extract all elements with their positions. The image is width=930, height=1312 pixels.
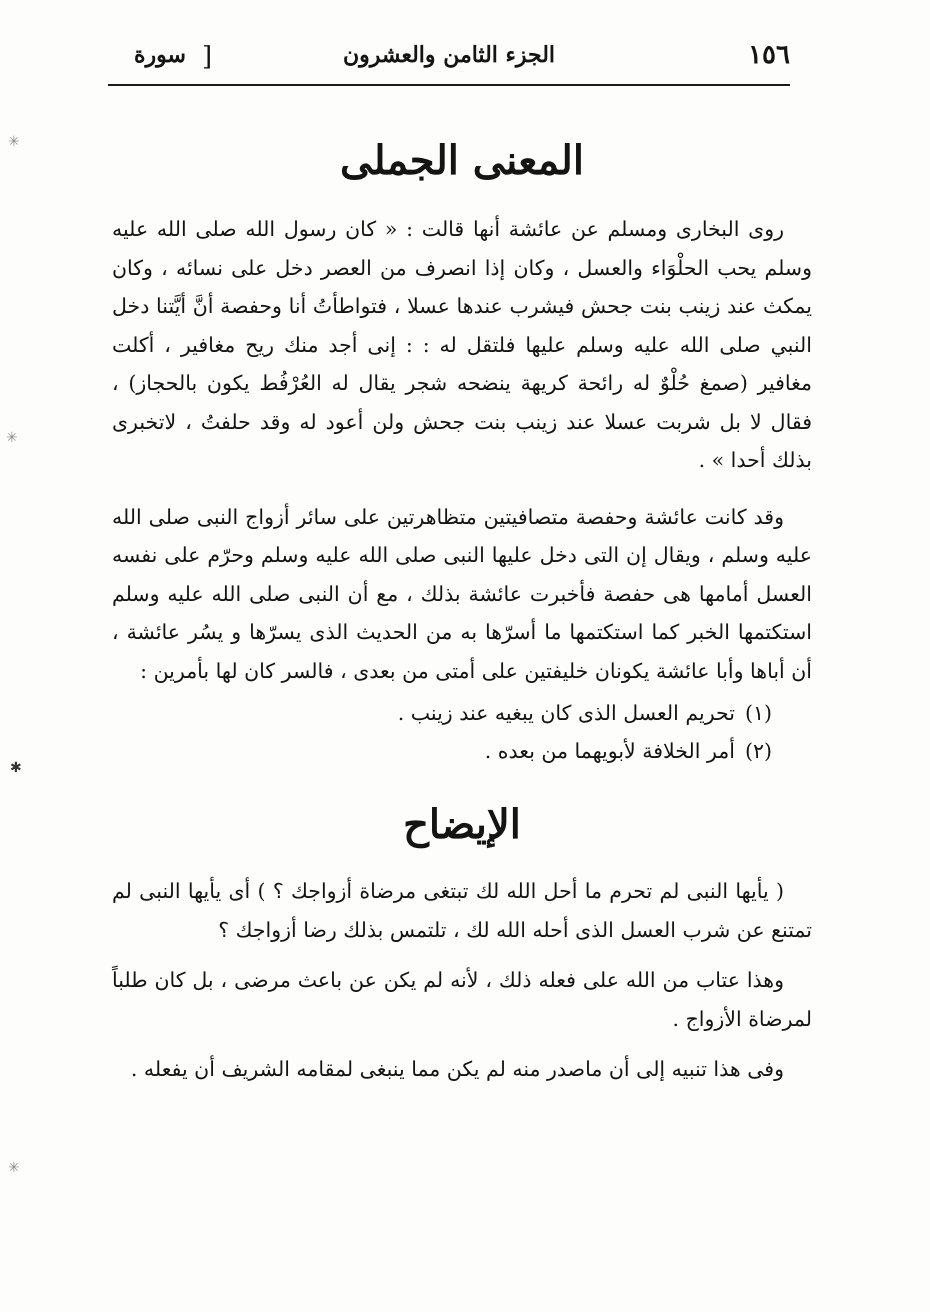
paragraph-hadith: روى البخارى ومسلم عن عائشة أنها قالت : « كان رسول الله صلى الله عليه وسلم يحب الحلْوَاء والعسل ، وكان إذا انصرف من العصر دخل على نسائه ، وكان يمكث عند زينب بنت جحش فيشرب عندها عسلا ، فتواطأتُ أنا وحفصة أنَّ أيَّتنا دخل النبي صلى الله عليه وسلم عليها فلتقل له : : إنى أجد منك ريح مغافير ، أكلت مغافير (صمغ حُلْوٌ له رائحة كريهة ينضحه شجر يقال له العُرْفُط يكون بالحجاز) ، فقال لا بل شربت عسلا عند زينب بنت جحش ولن أعود له وقد حلفتُ ، لاتخبرى بذلك أحدا » .: [112, 217, 812, 472]
paragraph-verse: ( يأيها النبى لم تحرم ما أحل الله لك تبتغى مرضاة أزواجك ؟ ) أى يأيها النبى لم تمتنع عن شرب العسل الذى أحله الله لك ، تلتمس بذلك رضا أزواجك ؟: [112, 879, 812, 942]
paragraph-context: وقد كانت عائشة وحفصة متصافيتين متظاهرتين على سائر أزواج النبى صلى الله عليه وسلم ، ويقال إن التى دخل عليها النبى صلى الله عليه وسلم وحرّم على نفسه العسل أمامها هى حفصة فأخبرت عائشة بذلك ، مع أن النبى صلى الله عليه وسلم استكتمها الخبر كما استكتمها ما أسرّها به من الحديث الذى يسرّها و يسُر عائشة ، أن أباها وأبا عائشة يكونان خليفتين على أمتى من بعدى ، فالسر كان لها بأمرين :: [112, 504, 812, 683]
paragraph-note: وفى هذا تنبيه إلى أن ماصدر منه لم يكن مما ينبغى لمقامه الشريف أن يفعله .: [130, 1057, 784, 1081]
margin-scan-mark: ✳: [8, 134, 20, 150]
running-header: [108, 38, 790, 80]
list-item: [112, 694, 772, 732]
list-item-number: (١): [744, 701, 772, 725]
section-heading-explanation: الإيضاح: [403, 801, 521, 848]
header-rule: [108, 84, 790, 86]
list-item-text: أمر الخلافة لأبويهما من بعده .: [484, 739, 735, 763]
section-heading-summary: المعنى الجملى: [340, 137, 584, 184]
page-content: [112, 130, 812, 1089]
list-item-number: (٢): [744, 739, 772, 763]
paragraph-reproach: وهذا عتاب من الله على فعله ذلك ، لأنه لم يكن عن باعث مرضى ، بل كان طلباً لمرضاة الأزواج .: [112, 968, 812, 1031]
part-title: الجزء الثامن والعشرون: [342, 42, 556, 68]
secret-list: [112, 694, 812, 770]
margin-scan-mark: ✱: [10, 760, 22, 776]
list-item-text: تحريم العسل الذى كان يبغيه عند زينب .: [397, 701, 735, 725]
margin-scan-mark: ✳: [8, 1160, 20, 1176]
margin-scan-mark: ✳: [6, 430, 18, 446]
page-number: ١٥٦: [748, 40, 790, 70]
surah-label: سورة: [134, 42, 186, 68]
surah-bracket: [: [202, 42, 213, 72]
list-item: [112, 732, 772, 770]
